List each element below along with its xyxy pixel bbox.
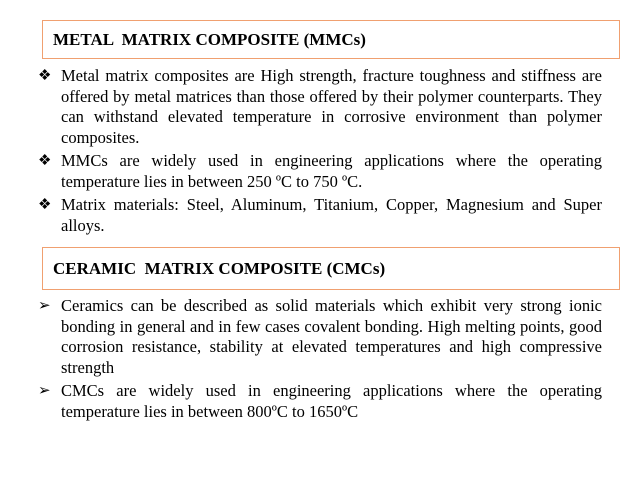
diamond-bullet-icon: ❖ (38, 68, 52, 84)
arrow-bullet-icon: ➢ (38, 383, 51, 399)
bullet-item (36, 381, 602, 422)
mmc-section-heading: METAL MATRIX COMPOSITE (MMCs) (42, 20, 620, 59)
bullet-text: MMCs are widely used in engineering applications where the operating temperature lies in between 250 ºC to 750 ºC. (61, 151, 602, 191)
arrow-bullet-icon: ➢ (38, 298, 51, 314)
cmc-bullet-list (36, 296, 602, 425)
bullet-item (36, 195, 602, 236)
cmc-section-heading: CERAMIC MATRIX COMPOSITE (CMCs) (42, 247, 620, 290)
bullet-item (36, 296, 602, 378)
bullet-text: Ceramics can be described as solid materials which exhibit very strong ionic bonding in general and in few cases covalent bonding. High melting points, good corrosion resistance, stability at elevated temperatures and high compressive strength (61, 296, 602, 377)
bullet-item (36, 151, 602, 192)
bullet-text: CMCs are widely used in engineering applications where the operating temperature lies in between 800ºC to 1650ºC (61, 381, 602, 421)
diamond-bullet-icon: ❖ (38, 153, 52, 169)
bullet-item (36, 66, 602, 148)
bullet-text: Matrix materials: Steel, Aluminum, Titanium, Copper, Magnesium and Super alloys. (61, 195, 602, 235)
mmc-bullet-list (36, 66, 602, 239)
bullet-text: Metal matrix composites are High strength, fracture toughness and stiffness are offered by metal matrices than those offered by their polymer counterparts. They can withstand elevated temperature in corrosive environment than polymer composites. (61, 66, 602, 147)
diamond-bullet-icon: ❖ (38, 197, 52, 213)
